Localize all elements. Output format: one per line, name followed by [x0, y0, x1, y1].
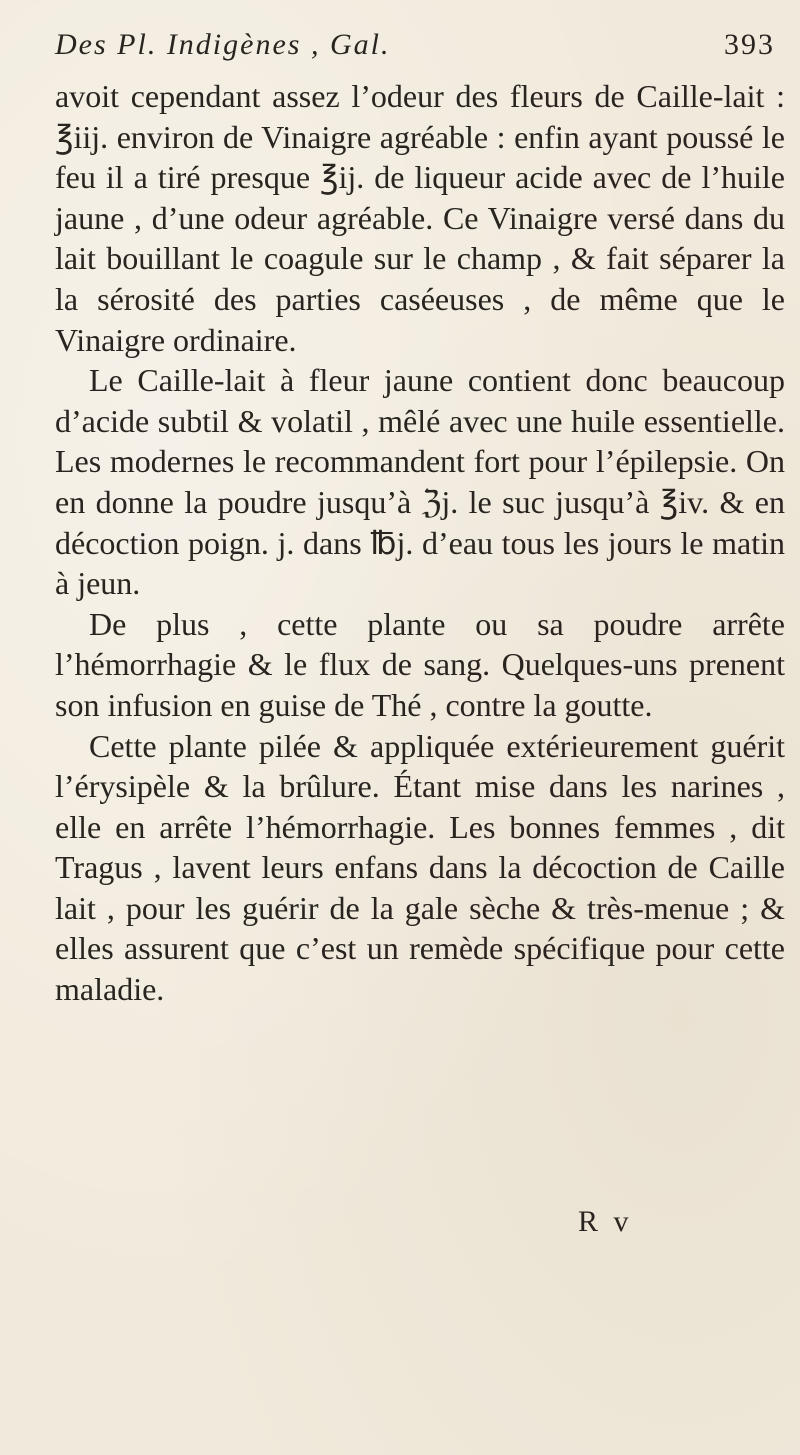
- running-title: Des Pl. Indigènes , Gal.: [55, 28, 391, 61]
- signature-mark: R v: [578, 1205, 633, 1238]
- page-body: [55, 76, 785, 1010]
- paragraph: Cette plante pilée & appliquée extérieurement guérit l’érysipèle & la brûlure. Étant mise dans les narines , elle en arrête l’hémorrhagie. Les bonnes femmes , dit Tragus , lavent leurs enfans dans la décoction de Caille lait , pour les guérir de la gale sèche & très-menue ; & elles assurent que c’est un remède spécifique pour cette maladie.: [55, 727, 785, 1008]
- paragraph-continued: avoit cependant assez l’odeur des fleurs de Caille-lait : ℥iij. environ de Vinaigre agréable : enfin ayant poussé le feu il a tiré presque ℥ij. de liqueur acide avec de l’huile jaune , d’une odeur agréable. Ce Vinaigre versé dans du lait bouillant le coagule sur le champ , & fait séparer la la sérosité des parties caséeuses , de même que le Vinaigre ordinaire.: [55, 78, 785, 358]
- paragraph: Le Caille-lait à fleur jaune contient donc beaucoup d’acide subtil & volatil , mêlé avec une huile essentielle. Les modernes le recommandent fort pour l’épilepsie. On en donne la poudre jusqu’à ℨj. le suc jusqu’à ℥iv. & en décoction poign. j. dans ℔j. d’eau tous les jours le matin à jeun.: [55, 362, 785, 602]
- paragraph: De plus , cette plante ou sa poudre arrête l’hémorrhagie & le flux de sang. Quelques-uns prenent son infusion en guise de Thé , contre la goutte.: [55, 605, 785, 723]
- page-number: 393: [724, 28, 775, 61]
